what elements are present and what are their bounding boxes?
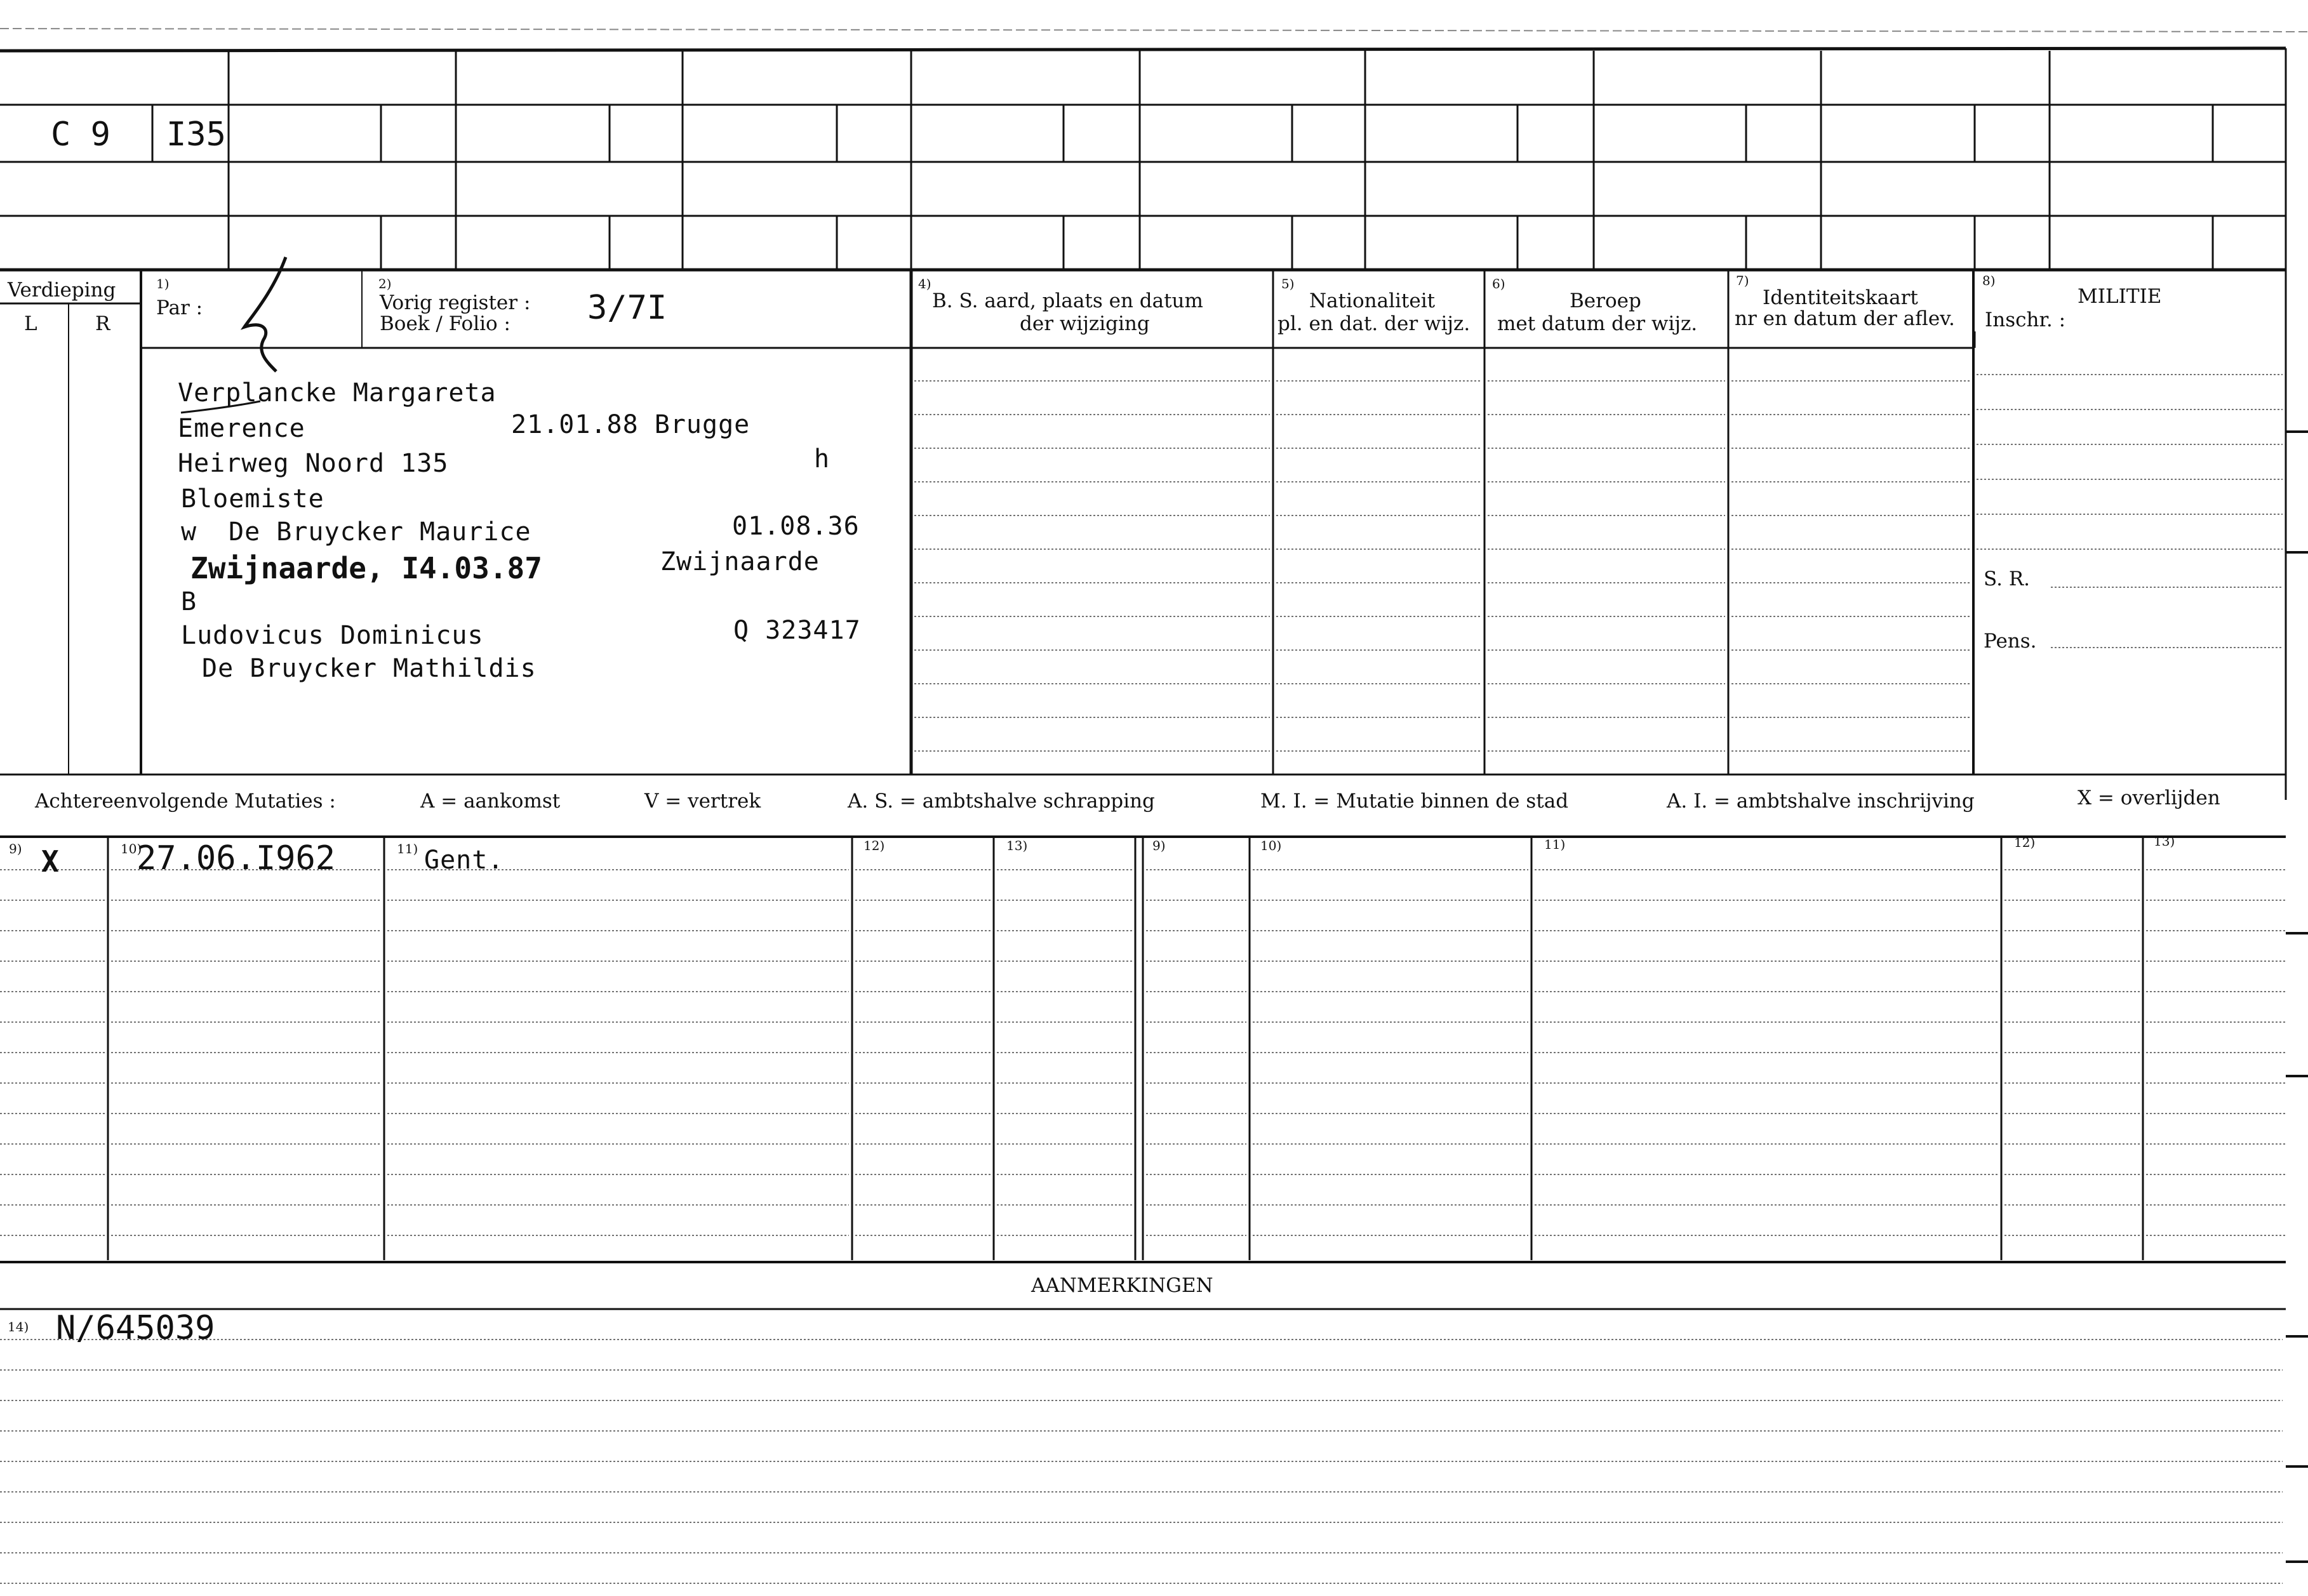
col8-num: 8) [1982,273,1996,288]
vorig-num: 2) [378,276,392,291]
card-code: C 9 [51,116,110,154]
legend-v: V = vertrek [644,790,761,813]
person-address: Heirweg Noord 135 [178,449,449,478]
pens-label: Pens. [1984,630,2037,653]
mutaties-label: Achtereenvolgende Mutaties : [35,790,336,813]
person-h: h [814,444,830,474]
spouse-birth: Zwijnaarde, I4.03.87 [190,551,542,585]
col5-num: 5) [1281,276,1295,291]
verdieping-right: R [95,312,110,335]
aanmerkingen-title: AANMERKINGEN [1031,1274,1213,1297]
mut-col-12a: 12) [864,838,885,853]
mut-col-10b: 10) [1260,838,1282,853]
spouse-birth-place: Zwijnaarde [660,547,820,576]
person-birth: 21.01.88 Brugge [511,410,750,439]
mut-col-11b: 11) [1544,837,1566,852]
col5-line1: Nationaliteit [1309,289,1436,312]
col7-line1: Identiteitskaart [1763,286,1918,309]
verdieping-left: L [24,312,37,335]
mutation-date: 27.06.I962 [137,839,336,877]
sr-label: S. R. [1984,568,2031,590]
legend-as: A. S. = ambtshalve schrapping [848,790,1155,813]
col4-line1: B. S. aard, plaats en datum [932,289,1203,312]
mut-col-10a: 10) [121,841,142,856]
id-number: Q 323417 [733,616,861,645]
parent1: Ludovicus Dominicus [181,621,484,650]
mut-col-9b: 9) [1152,838,1166,853]
par-label: Par : [156,296,203,319]
col7-num: 7) [1736,273,1749,288]
col4-line2: der wijziging [1020,312,1150,335]
parent2: De Bruycker Mathildis [202,654,537,683]
vorig-label: Vorig register : [380,291,531,314]
mut-col-13b: 13) [2154,834,2175,849]
mut-col-13a: 13) [1006,838,1028,853]
col5-line2: pl. en dat. der wijz. [1277,312,1471,335]
person-name: Verplancke Margareta [178,378,497,408]
boek-folio-label: Boek / Folio : [380,312,510,335]
mutation-place: Gent. [424,846,504,875]
verdieping-label: Verdieping [8,279,116,302]
legend-a: A = aankomst [420,790,561,813]
marriage-date: 01.08.36 [732,512,860,541]
person-b: B [181,587,197,616]
mut-col-11a: 11) [397,841,418,856]
aanmerkingen-num: 14) [8,1319,29,1334]
mut-col-9a: 9) [9,841,22,856]
mut-col-12b: 12) [2014,835,2036,850]
aanmerkingen-value: N/645039 [56,1309,215,1347]
vorig-register-value: 3/7I [587,289,667,327]
spouse-name: De Bruycker Maurice [229,517,531,547]
col6-line1: Beroep [1570,289,1641,312]
legend-x: X = overlijden [2078,787,2220,809]
person-given-name: Emerence [178,414,305,443]
spouse-prefix: w [181,517,197,547]
col6-num: 6) [1492,276,1505,291]
col4-num: 4) [918,276,931,291]
legend-ai: A. I. = ambtshalve inschrijving [1667,790,1975,813]
col7-line2: nr en datum der aflev. [1735,307,1955,330]
militie-title: MILITIE [2078,285,2162,308]
inschr-label: Inschr. : [1985,309,2066,331]
person-occupation: Bloemiste [181,484,324,514]
col6-line2: met datum der wijz. [1497,312,1698,335]
legend-mi: M. I. = Mutatie binnen de stad [1260,790,1569,813]
card-number: I35 [166,116,226,154]
par-num: 1) [156,276,170,291]
mutation-type: X [41,844,59,879]
